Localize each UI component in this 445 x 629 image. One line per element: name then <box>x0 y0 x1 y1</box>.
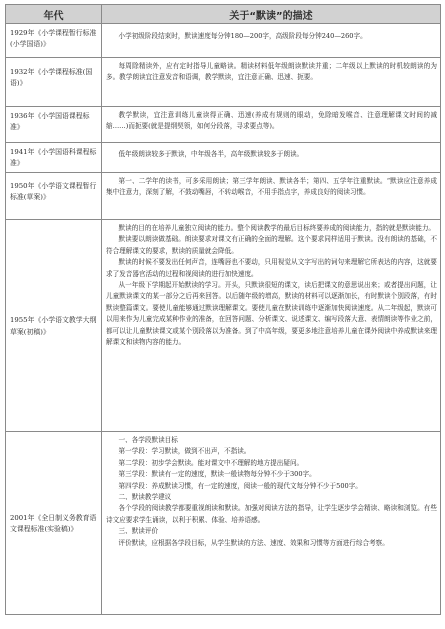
description-paragraph: 默读的目的在培养儿童独立阅读的能力。整个阅读教学的最后目标终要养成的阅读能力，指的就是默读能力。 <box>118 224 436 232</box>
era-column-header: 年代 <box>6 5 102 24</box>
era-cell: 1950年《小学语文课程暂行标准(草案)》 <box>6 173 102 220</box>
table-row <box>6 143 441 173</box>
era-cell: 1932年《小学课程标准(国语)》 <box>6 58 102 107</box>
era-cell: 2001年《全日制义务教育语文课程标准(实验稿)》 <box>6 432 102 615</box>
section-heading: 二、默读教学建议 <box>118 493 172 502</box>
era-cell: 1941年《小学国语科课程标准》 <box>6 143 102 173</box>
era-cell: 1929年《小学课程暂行标准(小学国语)》 <box>6 24 102 58</box>
table-row <box>6 432 441 615</box>
description-paragraph: 第一、二学年的读书，可多采用朗读；第三学年朗读、默读各半；第四、五学年注重默读。“默读应注意养成集中注意力，深刻了解，不鼓动嘴唇，不转动喉音，不用手指点字，养成良好的阅读习惯。 <box>106 177 437 197</box>
description-paragraph: 评价默读，应根据各学段目标，从学生默读的方法、速度、效果和习惯等方面进行综合考察。 <box>118 538 389 547</box>
description-cell <box>102 58 441 107</box>
description-paragraph: 默读的时候不要发出任何声音，连嘴唇也不要动，只用视觉从文字写出的词句来理解它所表达的内容，这就要求了发音器官活动的过程和视阅读的进行加快速度。 <box>106 258 437 278</box>
description-line: 第四学段：养成默读习惯，有一定的速度，阅读一般的现代文每分钟不少于500字。 <box>118 481 362 490</box>
table-row <box>6 24 441 58</box>
description-paragraph: 各个学段的阅读教学都要重视朗读和默读。加强对阅读方法的指导，让学生逐步学会精读、略读和浏览。有些诗文应要求学生诵读，以利于积累、体验、培养语感。 <box>106 504 437 524</box>
description-paragraph: 默读要以朗读做基础。朗读要求对课文有正确的全面的理解。这个要求同样适用于默读。没有朗读的基础，不符合理解课文的要求，默读的质量就会降低。 <box>106 235 437 255</box>
table-row <box>6 107 441 143</box>
section-heading: 一、各学段默读目标 <box>118 436 178 444</box>
description-line: 第二学段：初步学会默读。能对课文中不理解的地方提出疑问。 <box>118 458 304 467</box>
table-row <box>6 220 441 432</box>
silent-reading-history-table <box>5 4 441 615</box>
description-cell <box>102 143 441 173</box>
description-line: 第一学段：学习默读，做到不出声，不指读。 <box>118 447 251 456</box>
description-paragraph: 小学初级阶段结束时，默读速度每分钟180—200字，高级阶段每分钟240—260字。 <box>118 32 367 40</box>
description-cell <box>102 107 441 143</box>
description-paragraph: 教学默读，宜注意训练儿童读得正确、迅速(养成有规则的眼动，免除暗发喉音、注意理解课文时间的减缩……)而扼要(就是提纲契领，如何分段落，寻求要点等)。 <box>106 111 437 131</box>
description-cell <box>102 432 441 615</box>
era-cell: 1955年《小学语文教学大纲草案(初稿)》 <box>6 220 102 432</box>
era-cell: 1936年《小学国语课程标准》 <box>6 107 102 143</box>
description-line: 第三学段：默读有一定的速度，默读一般读物每分钟不少于300字。 <box>118 470 316 479</box>
description-cell <box>102 24 441 58</box>
section-heading: 三、默读评价 <box>118 527 159 536</box>
table-row <box>6 173 441 220</box>
table-header-row <box>6 5 441 24</box>
description-cell <box>102 173 441 220</box>
description-paragraph: 从一年级下学期起开始默读的学习。开头，只默读很短的课文，读后把课文的意思说出来；或者提出问题，让儿童默读课文的某一部分之后再来回答。以后随年级的增高，默读的材料可以逐渐加长，有时默读个别段落，有时默读整篇课文。要使儿童能够通过默读理解课文。要使儿童在默读训练中逐渐加快阅读速度。从二年级起，默读可以用来作为儿童完成某种作业的准备，在回答问题、分析课文、说述课文、编写段落大意、表情朗读等作业之前，都可以让儿童默读课文或某个别段落以为准备。到了中高年级，要更多地注意培养儿童在课外阅读中养成默读来理解课文和读物内容的能力。 <box>106 281 437 347</box>
description-cell <box>102 220 441 432</box>
table-row <box>6 58 441 107</box>
description-column-header: 关于“默读”的描述 <box>102 5 441 24</box>
description-paragraph: 低年级朗读较多于默读，中年级各半，高年级默读较多于朗读。 <box>118 150 304 158</box>
description-paragraph: 每周除精读外，应有定时指导儿童略读。精读材料低年级朗读默读并重；二年级以上默读的时机较朗读的为多。教学朗读宜注意发音和语调，教学默读，宜注意正确、迅速、扼要。 <box>106 62 437 82</box>
